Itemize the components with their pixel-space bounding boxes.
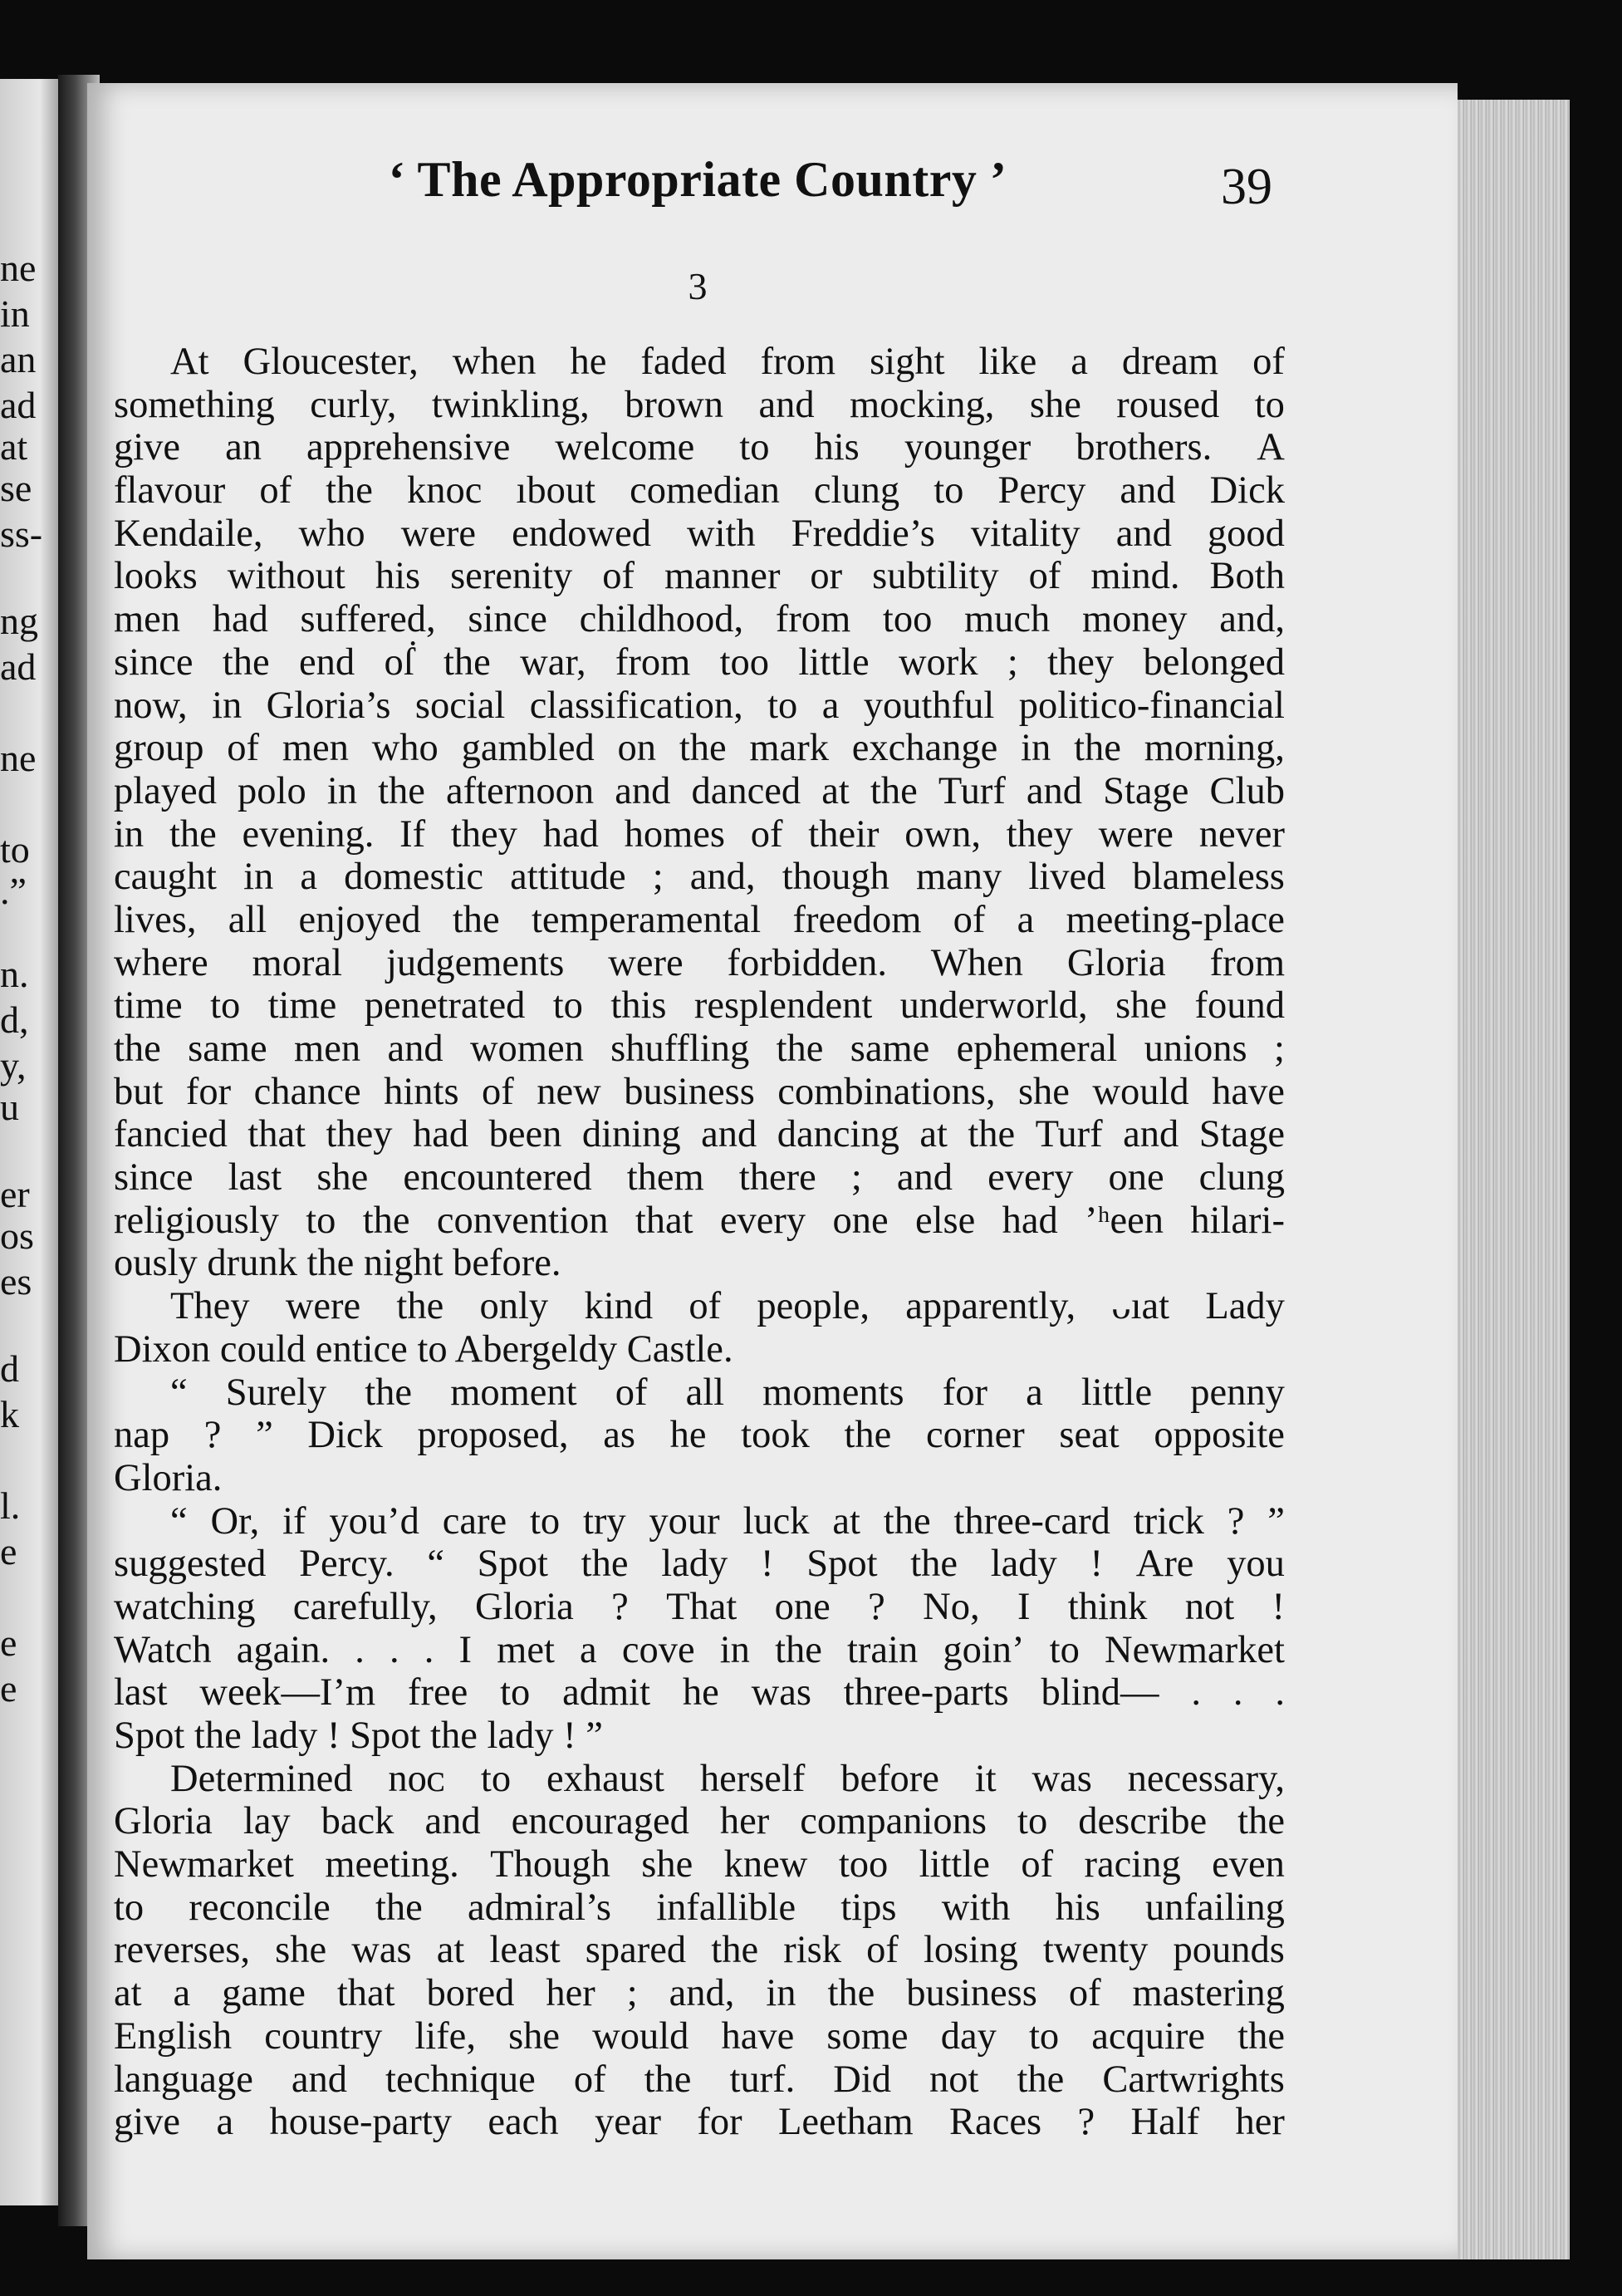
running-head: ‘ The Appropriate Country ’ [388,152,1007,207]
text-line: something curly, twinkling, brown and mocking, she roused to [114,383,1285,426]
text-line: English country life, she would have some day to acquire the [114,2014,1285,2058]
text-line: looks without his serenity of manner or subtility of mind. Both [114,555,1285,598]
text-line: give a house-party each year for Leetham Races ? Half her [114,2101,1285,2144]
previous-page-fragment: u [0,1086,19,1128]
text-line: give an apprehensive welcome to his younger brothers. A [114,426,1285,469]
previous-page-fragment: ad [0,384,37,426]
text-line: reverses, she was at least spared the risk of losing twenty pounds [114,1929,1285,1972]
text-line: the same men and women shuffling the same ephemeral unions ; [114,1028,1285,1070]
previous-page-fragment: ss- [0,513,43,555]
text-line: Spot the lady ! Spot the lady ! ” [114,1715,603,1757]
text-line: “ Surely the moment of all moments for a little penny [170,1371,1285,1414]
text-line: Gloria lay back and encouraged her companions to describe the [114,1800,1285,1843]
previous-page-fragment: to [0,828,30,871]
page-number: 39 [1221,159,1272,215]
previous-page-fragment: ne [0,737,37,779]
text-line: to reconcile the admiral’s infallible tips with his unfailing [114,1886,1285,1929]
text-line: Watch again. . . . I met a cove in the train goin’ to Newmarket [114,1628,1285,1671]
previous-page-fragment: e [0,1621,17,1664]
previous-page-fragment: .” [0,870,27,912]
text-line: caught in a domestic attitude ; and, though many lived blameless [114,856,1285,899]
text-line: Kendaile, who were endowed with Freddie’s vitality and good [114,512,1285,555]
text-line: fancied that they had been dining and dancing at the Turf and Stage [114,1113,1285,1156]
text-line: language and technique of the turf. Did not the Cartwrights [114,2058,1285,2101]
section-number: 3 [688,265,708,307]
text-line: at a game that bored her ; and, in the business of mastering [114,1972,1285,2015]
text-line: lives, all enjoyed the temperamental freedom of a meeting-place [114,898,1285,941]
text-line: now, in Gloria’s social classification, to a youthful politico-financial [114,684,1285,727]
body-text [114,341,1285,2144]
previous-page-fragment: ng [0,600,38,642]
text-line: but for chance hints of new business combinations, she would have [114,1070,1285,1113]
previous-page-fragment: er [0,1173,30,1215]
previous-page-fragment: es [0,1260,32,1303]
text-line: since the end oẛ the war, from too little work ; they belonged [114,640,1285,684]
text-line: watching carefully, Gloria ? That one ? No, I think not ! [114,1585,1285,1628]
previous-page-fragment: e [0,1530,17,1572]
text-line: Determined noᴄ to exhaust herself before it was necessary, [170,1757,1285,1800]
previous-page-fragment: at [0,425,28,468]
previous-page-fragment: os [0,1214,34,1257]
previous-page-fragment: ne [0,247,37,289]
previous-page-fragment: n. [0,953,29,995]
text-line: “ Or, if you’d care to try your luck at the three-card trick ? ” [170,1499,1285,1543]
text-line: played polo in the afternoon and danced at the Turf and Stage Club [114,769,1285,812]
text-line: They were the only kind of people, apparently, ᴗıat Lady [170,1285,1285,1328]
previous-page-fragment: k [0,1393,19,1435]
text-line: group of men who gambled on the mark exchange in the morning, [114,727,1285,770]
previous-page-fragment: d, [0,998,29,1041]
text-line: men had suffered, since childhood, from too much money and, [114,598,1285,641]
text-line: suggested Percy. “ Spot the lady ! Spot the lady ! Are you [114,1543,1285,1586]
text-line: Dixon could entice to Abergeldy Castle. [114,1327,733,1371]
text-line: nap ? ” Dick proposed, as he took the corner seat opposite [114,1414,1285,1457]
text-line: since last she encountered them there ; and every one clung [114,1156,1285,1200]
previous-page-fragment: in [0,292,30,335]
text-line: flavour of the knoc ıbout comedian clung to Percy and Dick [114,469,1285,513]
text-line: Gloria. [114,1456,223,1499]
text-line: last week—I’m free to admit he was three-parts blind— . . . [114,1671,1285,1715]
text-line: in the evening. If they had homes of their own, they were never [114,812,1285,856]
previous-page-fragment: se [0,467,32,509]
previous-page-fragment: ad [0,645,37,688]
previous-page-fragment: d [0,1347,19,1390]
text-line: Newmarket meeting. Though she knew too little of racing even [114,1843,1285,1886]
previous-page-fragment: y, [0,1044,27,1087]
previous-page-fragment: an [0,338,37,380]
previous-page-fragment: l. [0,1484,21,1527]
text-line: time to time penetrated to this resplendent underworld, she found [114,984,1285,1028]
text-line: ously drunk the night before. [114,1242,561,1285]
previous-page-fragment: e [0,1667,17,1710]
text-line: religiously to the convention that every one else had ’ʰeen hilari- [114,1199,1285,1242]
text-line: At Gloucester, when he faded from sight like a dream of [170,341,1285,383]
text-line: where moral judgements were forbidden. When Gloria from [114,941,1285,984]
